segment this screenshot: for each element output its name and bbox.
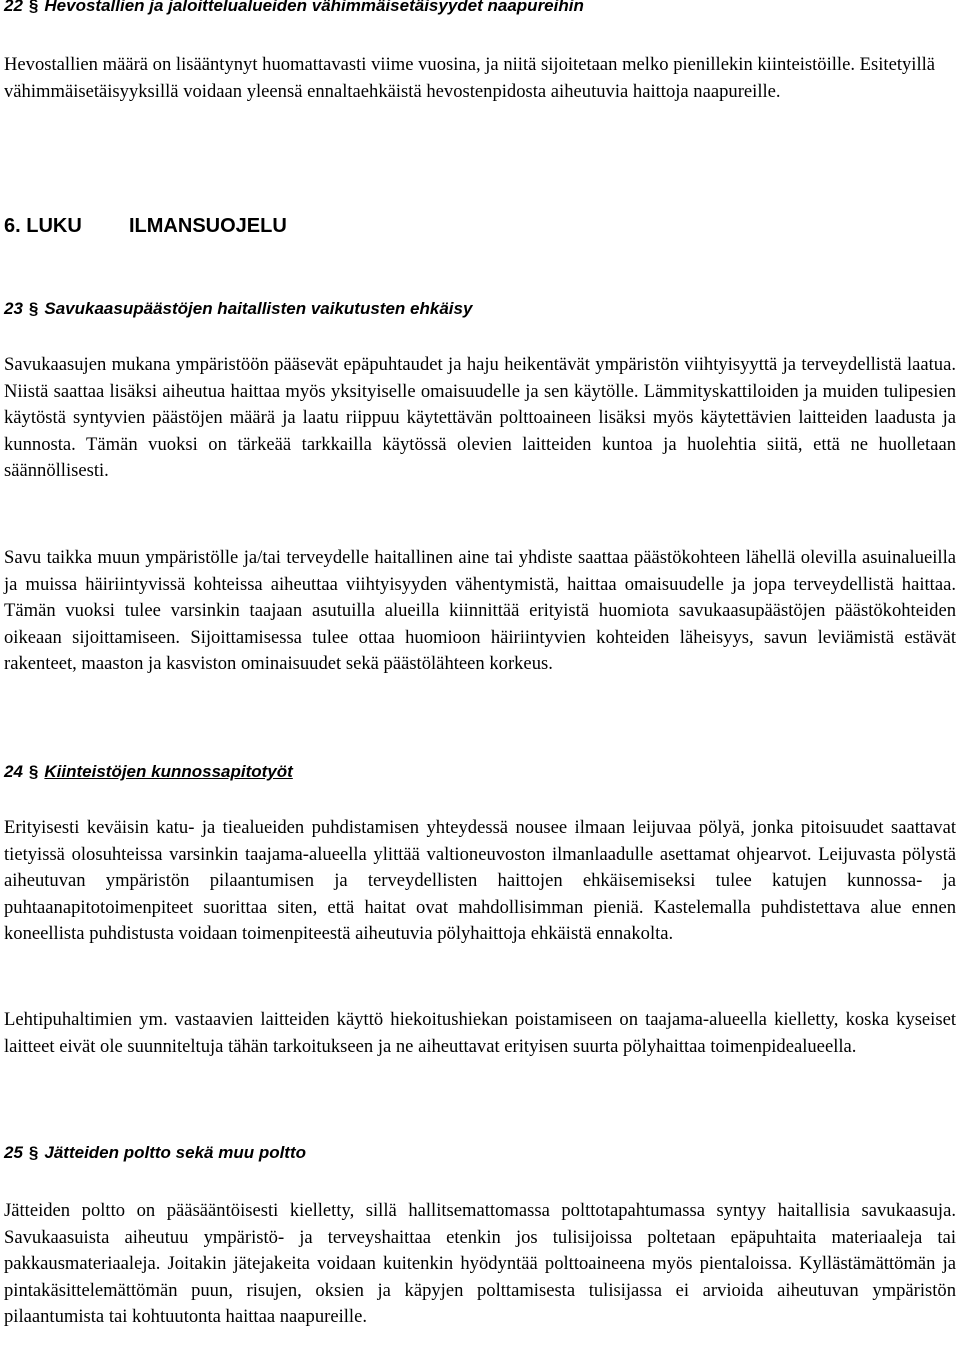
section-number: 24 [4,762,23,781]
section-symbol: § [28,0,39,15]
section-number: 23 [4,299,23,318]
paragraph: Savu taikka muun ympäristölle ja/tai terveydelle haitallinen aine tai yhdiste saattaa päästökohteen lähellä olevilla asuinalueilla ja muissa häiriintyvissä kohteissa aiheuttaa viihtyisyyden vähentymistä, haittaa omaisuudelle ja jopa terveydellistä haittaa. Tämän vuoksi tulee varsinkin taajaan asutuilla alueilla kiinnittää erityistä huomiota savukaasupäästöjen päästökohteiden oikeaan sijoittamiseen. Sijoittamisessa tulee ottaa huomioon häiriintyvien kohteiden läheisyys, savun leviämistä estävät rakenteet, maaston ja kasviston ominaisuudet sekä päästölähteen korkeus. [4,547,956,675]
paragraph: Jätteiden poltto on pääsääntöisesti kielletty, sillä hallitsemattomassa polttotapahtumassa syntyy haitallisia savukaasuja. Savukaasuista aiheutuu ympäristö- ja terveyshaittaa etenkin jos tulisijoissa poltetaan epäpuhtaita materiaaleja tai pakkausmateriaaleja. Joitakin jätejakeita voidaan kuitenkin hyödyntää polttoaineena myös pientaloissa. Kyllästämättömän ja pintakäsittelemättömän puun, risujen, oksien ja käpyjen polttamisesta tulisijassa ei arvioida aiheutuvan ympäristön pilaantumista tai kohtuutonta haittaa naapureille. [4,1200,956,1328]
section-25-heading [4,1143,306,1163]
section-title: Jätteiden poltto sekä muu poltto [44,1143,307,1162]
section-title: Hevostallien ja jaloittelualueiden vähimmäisetäisyydet naapureihin [44,0,584,15]
section-24-heading [4,762,293,782]
section-22-heading [4,0,584,16]
section-title: Kiinteistöjen kunnossapitotyöt [44,762,293,781]
chapter-number: 6. LUKU [4,215,82,237]
section-symbol: § [28,299,39,318]
section-title: Savukaasupäästöjen haitallisten vaikutusten ehkäisy [44,299,473,318]
paragraph: Lehtipuhaltimien ym. vastaavien laitteiden käyttö hiekoitushiekan poistamiseen on taajama-alueella kielletty, koska kyseiset laitteet eivät ole suunniteltuja tähän tarkoitukseen ja ne aiheuttavat erityisen suurta pölyhaittaa toimenpidealueella. [4,1009,956,1057]
section-symbol: § [28,1143,39,1162]
paragraph: Hevostallien määrä on lisääntynyt huomattavasti viime vuosina, ja niitä sijoitetaan melko pienillekin kiinteistöille. Esitetyillä vähimmäisetäisyyksillä voidaan yleensä ennaltaehkäistä hevostenpidosta aiheutuvia haittoja naapureille. [4,54,936,102]
section-number: 22 [4,0,23,15]
paragraph: Erityisesti keväisin katu- ja tiealueiden puhdistamisen yhteydessä nousee ilmaan leijuvaa pölyä, jonka pitoisuudet saattavat tietyissä olosuhteissa varsinkin taajama-alueella ylittää valtioneuvoston ilmanlaadulle asettamat ohjearvot. Leijuvasta pölystä aiheutuvan ympäristön pilaantumisen ja terveydellisten haittojen ehkäisemiseksi tulee katujen kunnossa- ja puhtaanapitotoimenpiteet suorittaa siten, että haitat ovat mahdollisimman pieniä. Kastelemalla puhdistettava alue ennen koneellista puhdistusta voidaan toimenpiteestä aiheutuvia pölyhaittoja ehkäistä ennakolta. [4,817,956,945]
chapter-heading [4,214,287,238]
section-23-heading [4,299,472,319]
section-symbol: § [28,762,39,781]
section-number: 25 [4,1143,23,1162]
chapter-title: ILMANSUOJELU [129,215,287,237]
paragraph: Savukaasujen mukana ympäristöön pääsevät epäpuhtaudet ja haju heikentävät ympäristön viihtyisyyttä ja terveydellistä laatua. Niistä saattaa lisäksi aiheutua haittaa myös yksityiselle omaisuudelle ja sen käytölle. Lämmityskattiloiden ja muiden tulipesien käytöstä syntyvien päästöjen määrä ja laatu riippuu käytettävän polttoaineen lisäksi myös käytettävien laitteiden laadusta ja kunnosta. Tämän vuoksi on tärkeää tarkkailla käytössä olevien laitteiden kuntoa ja huolehtia siitä, että ne huolletaan säännöllisesti. [4,354,956,482]
